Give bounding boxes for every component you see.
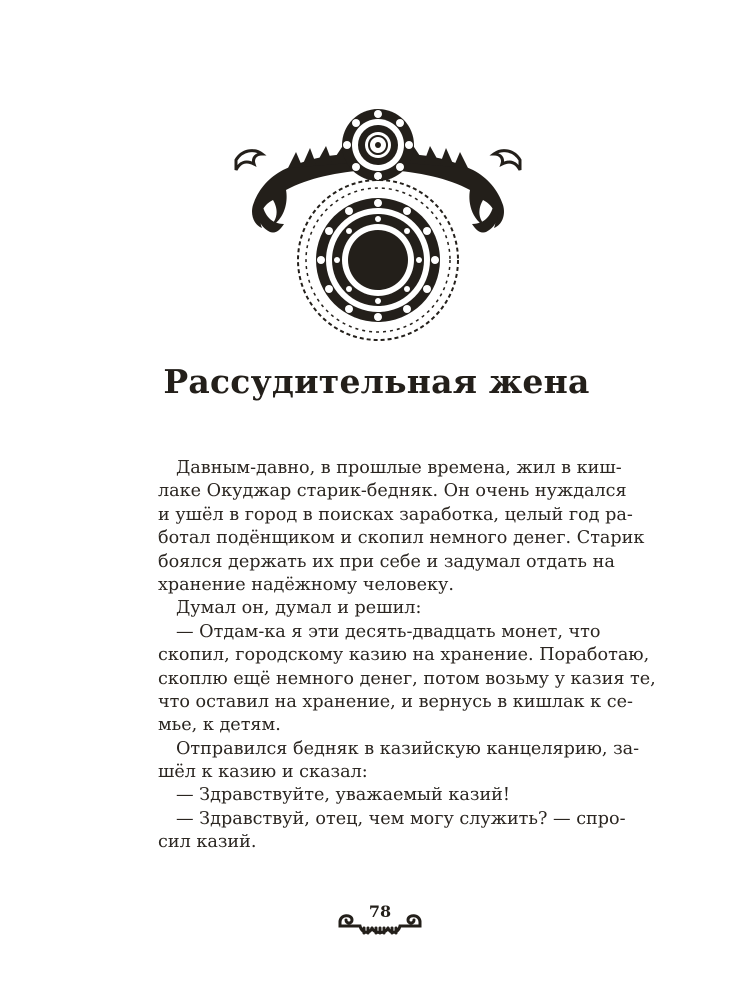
page-number: 78 (368, 902, 392, 921)
text-line: хранение надёжному человеку. (158, 574, 454, 595)
story-text (158, 457, 656, 855)
text-line: Отправился бедняк в казийскую канцелярию, за- (176, 738, 640, 759)
text-line: — Отдам-ка я эти десять-двадцать монет, что (176, 621, 601, 642)
text-line: Давным-давно, в прошлые времена, жил в киш- (176, 458, 622, 478)
text-line: — Здравствуй, отец, чем могу служить? — спро- (176, 808, 626, 829)
text-line: шёл к казию и сказал: (158, 762, 368, 783)
text-line: лаке Окуджар старик-бедняк. Он очень нуждался (158, 481, 627, 502)
text-line: боялся держать их при себе и задумал отдать на (158, 551, 615, 572)
text-line: ботал подёнщиком и скопил немного денег. Старик (158, 528, 645, 549)
page-footer (330, 900, 430, 940)
text-line: что оставил на хранение, и вернусь в кишлак к се- (158, 691, 633, 712)
text-line: мье, к детям. (158, 715, 281, 736)
floral-ornament-icon (228, 100, 528, 345)
text-line: Думал он, думал и решил: (176, 598, 422, 619)
text-line: скопил, городскому казию на хранение. Поработаю, (158, 645, 650, 666)
text-line: — Здравствуйте, уважаемый казий! (176, 785, 510, 806)
text-line: сил казий. (158, 832, 257, 853)
text-line: скоплю ещё немного денег, потом возьму у казия те, (158, 668, 656, 689)
page-title: Рассудительная жена (163, 362, 590, 401)
text-line: и ушёл в город в поисках заработка, целый год ра- (158, 504, 633, 525)
